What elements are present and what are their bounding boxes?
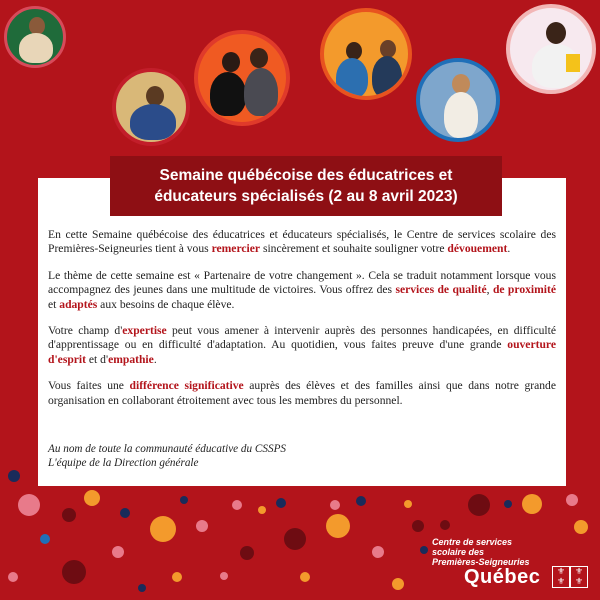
- logo-line-1: Centre de services: [432, 537, 513, 547]
- flag-quarter: [571, 567, 587, 577]
- dot-navy: [138, 584, 146, 592]
- student-body: [210, 72, 246, 116]
- text: sincèrement et souhaite souligner votre: [260, 242, 448, 256]
- dot-orange: [258, 506, 266, 514]
- student-body: [19, 33, 53, 63]
- signature-line-1: Au nom de toute la communauté éducative du CSSPS: [48, 443, 286, 455]
- dot-pink: [112, 546, 124, 558]
- paragraph-2: [48, 269, 556, 312]
- paragraph-3: [48, 324, 556, 367]
- highlight-adaptes: adaptés: [59, 297, 98, 311]
- dot-pink: [566, 494, 578, 506]
- dot-pink: [232, 500, 242, 510]
- dot-pink: [330, 500, 340, 510]
- text: peut vous amener à intervenir auprès des personnes handicapées, en difficulté d'apprentissage ou en difficulté d'adaptation. Au quotidien, vous faites preuve d'une grande: [48, 324, 556, 352]
- notebook-yellow: [566, 54, 580, 72]
- flag-quarter: [553, 567, 569, 577]
- title-line-2: éducateurs spécialisés (2 au 8 avril 2023): [154, 188, 458, 205]
- title-banner: [110, 156, 502, 216]
- title-line-1: Semaine québécoise des éducatrices et: [159, 167, 453, 184]
- photo-two-students: [194, 30, 290, 126]
- text: ,: [486, 283, 493, 297]
- paragraph-1: [48, 228, 556, 257]
- paragraph-4: [48, 379, 556, 408]
- dot-navy: [276, 498, 286, 508]
- dot-navy: [120, 508, 130, 518]
- dot-orange: [326, 514, 350, 538]
- dot-darkred: [412, 520, 424, 532]
- highlight-empathie: empathie: [108, 352, 154, 366]
- cssps-logo-text: [432, 537, 530, 567]
- dot-navy: [180, 496, 188, 504]
- photo-student-reading-green: [4, 6, 66, 68]
- student-head: [146, 86, 164, 106]
- student-head: [546, 22, 566, 44]
- dot-pink: [372, 546, 384, 558]
- photo-high-five: [320, 8, 412, 100]
- dot-darkred: [440, 520, 450, 530]
- student-body: [444, 92, 478, 138]
- highlight-remercier: remercier: [211, 242, 261, 256]
- fleur-de-lis-icon: ⚜: [557, 577, 566, 587]
- dot-navy: [504, 500, 512, 508]
- fleur-de-lis-icon: ⚜: [575, 567, 584, 577]
- logo-line-2: scolaire des: [432, 547, 485, 557]
- dot-orange: [392, 578, 404, 590]
- text: aux besoins de chaque élève.: [97, 297, 235, 311]
- text: Le thème de cette semaine est « Partenaire de votre changement ». Cela se traduit notamment lorsque vous accompagnez des jeunes dans une multitude de victoires. Vous offrez des: [48, 268, 556, 297]
- fleur-de-lis-icon: ⚜: [557, 567, 566, 577]
- flag-quarter: [553, 577, 569, 587]
- dot-orange: [84, 490, 100, 506]
- student-body: [336, 58, 368, 98]
- dot-pink: [220, 572, 228, 580]
- text: En cette Semaine québécoise des éducatrices et éducateurs spécialisés, le Centre de services scolaire des Premières-Seigneuries tient à vous: [48, 228, 556, 256]
- student-head: [250, 48, 268, 68]
- text: auprès des élèves et des familles ainsi que dans notre grande organisation en collaborant étroitement avec tous les membres du personnel.: [48, 379, 556, 407]
- dot-navy: [8, 470, 20, 482]
- dot-pink: [18, 494, 40, 516]
- student-head: [452, 74, 470, 94]
- signature-line-2: L'équipe de la Direction générale: [48, 457, 199, 469]
- student-head: [222, 52, 240, 72]
- photo-student-notebooks: [506, 4, 596, 94]
- flag-quarter: [571, 577, 587, 587]
- text: .: [153, 352, 157, 366]
- dot-navy: [356, 496, 366, 506]
- dot-pink: [8, 572, 18, 582]
- signature: [48, 442, 286, 470]
- dot-orange: [574, 520, 588, 534]
- fleur-de-lis-icon: ⚜: [575, 577, 584, 587]
- dot-darkred: [62, 508, 76, 522]
- message-body: [48, 228, 556, 420]
- highlight-difference-significative: différence significative: [129, 379, 244, 393]
- dot-orange: [150, 516, 176, 542]
- text: et d': [86, 352, 109, 366]
- highlight-expertise: expertise: [122, 324, 167, 338]
- highlight-proximite: de proximité: [492, 283, 557, 297]
- quebec-wordmark: Québec: [464, 566, 541, 588]
- photo-student-backpack: [112, 68, 190, 146]
- dot-orange: [522, 494, 542, 514]
- student-body: [130, 104, 176, 140]
- highlight-ouverture-esprit: ouverture d'esprit: [48, 338, 556, 366]
- dot-orange: [404, 500, 412, 508]
- dot-pink: [196, 520, 208, 532]
- dot-orange: [300, 572, 310, 582]
- dot-darkred: [62, 560, 86, 584]
- dot-navy: [420, 546, 428, 554]
- student-body: [372, 56, 402, 98]
- quebec-flag-icon: [552, 566, 588, 588]
- student-body: [244, 68, 278, 116]
- dot-darkred: [468, 494, 490, 516]
- dot-darkred: [284, 528, 306, 550]
- dot-darkred: [240, 546, 254, 560]
- dot-orange: [172, 572, 182, 582]
- text: .: [507, 242, 511, 256]
- dot-blue: [40, 534, 50, 544]
- highlight-services-qualite: services de qualité: [395, 283, 487, 297]
- text: Votre champ d': [48, 324, 123, 338]
- text: Vous faites une: [48, 379, 130, 393]
- logo-line-3: Premières-Seigneuries: [432, 557, 530, 567]
- text: et: [48, 297, 60, 311]
- photo-student-overalls: [416, 58, 500, 142]
- highlight-devouement: dévouement: [447, 242, 508, 256]
